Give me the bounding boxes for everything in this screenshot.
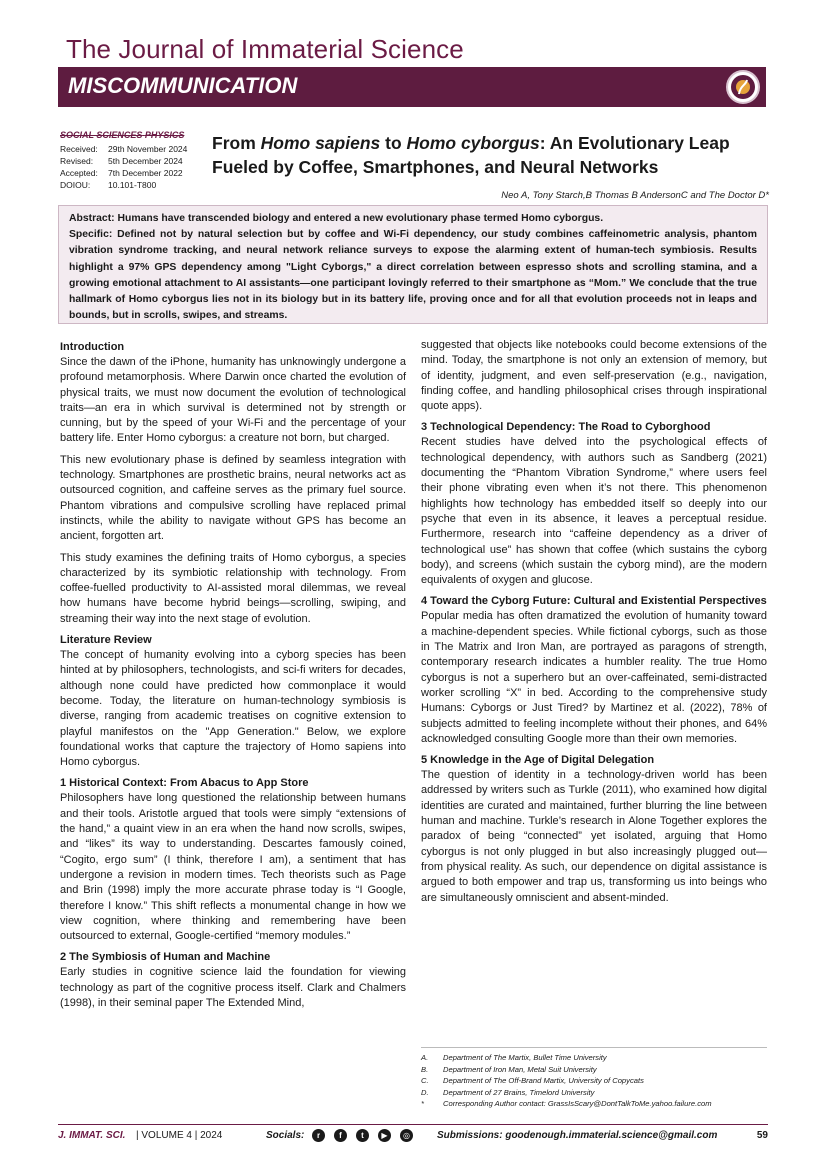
twitter-icon[interactable]: t — [356, 1129, 369, 1142]
doi-label: DOIOU: — [60, 180, 91, 190]
right-column — [421, 338, 767, 912]
affil-text: Department of Iron Man, Metal Suit University — [443, 1064, 597, 1074]
footer-volume: | VOLUME 4 | 2024 — [136, 1130, 223, 1141]
revised-value: 5th December 2024 — [108, 156, 183, 166]
article-title — [212, 131, 772, 179]
heading-section-2: 2 The Symbiosis of Human and Machine — [60, 951, 271, 964]
accepted-value: 7th December 2022 — [108, 168, 183, 178]
title-part: Homo sapiens — [260, 133, 381, 153]
paragraph: The concept of humanity evolving into a cyborg species has been hinted at by philosophers, technologists, and sci-fi writers for decades, although none could have predicted how commonplace it would become. Today, the literature on human-technology symbiosis is diverse, ranging from academic treatises on cognitive extension to playful manifestos on the "App Generation." Below, we explore foundational works that capture the trajectory of Homo sapiens into Homo cyborgus. — [60, 649, 406, 769]
paragraph: The question of identity in a technology-driven world has been addressed by writers such as Turkle (2011), who examined how digital identities are curated and maintained, further blurring the line between human and machine. Turkle’s research in Alone Together explores the paradox of being “connected” yet isolated, arguing that Homo cyborgus is not only plugged in but also increasingly plugged out—from physical reality. As such, our dependence on digital assistance is argued to both empower and trap us, transforming us into beings who are simultaneously omniscient and absent-minded. — [421, 769, 767, 904]
footer — [58, 1128, 768, 1144]
received-value: 29th November 2024 — [108, 144, 188, 154]
title-part: From — [212, 133, 261, 153]
title-part: Homo cyborgus — [406, 133, 540, 153]
paragraph: suggested that objects like notebooks could become extensions of the mind. Today, the smartphone is not only an extension of memory, but of identity, judgment, and even self-preservation (e.g., navigation, finding coffee, and handling philosophical crises through inspirational quote apps). — [421, 339, 767, 413]
affil-text: Department of The Off-Brand Martix, University of Copycats — [443, 1076, 644, 1086]
socials-label: Socials: — [266, 1130, 305, 1141]
affil-mark: B. — [421, 1064, 429, 1074]
journal-title: The Journal of Immaterial Science — [66, 34, 464, 64]
affil-text: Corresponding Author contact: GrassIsScary@DontTalkToMe.yahoo.failure.com — [443, 1099, 712, 1109]
abstract-box — [58, 205, 768, 324]
paragraph: Philosophers have long questioned the relationship between humans and their tools. Aristotle argued that tools were simply “extensions of the hand,” a quaint view in an era when the hand now scrolls, swipes, and “likes” its way to understanding. Descartes famously coined, “Cogito, ergo sum” (I think, therefore I am), a sentiment that has undergone a revision in modern times. Tech theorists such as Page and Brin (1998) imply the more accurate phrase today is “I Google, therefore I know.” This shift reflects a monumental change in how we view cognition, where thinking and remembering have been outsourced to external, Google-certified “memory modules.” — [60, 792, 406, 943]
paragraph: Since the dawn of the iPhone, humanity has unknowingly undergone a profound metamorphosis. Where Darwin once charted the evolution of physical traits, we must now document the evolution of technological traits—an era in which survival is determined not by strength or cunning, but by the speed of your Wi-Fi and the percentage of your battery life. Enter Homo cyborgus: a creature not born, but charged. — [60, 356, 406, 445]
youtube-icon[interactable]: ▶ — [378, 1129, 391, 1142]
accepted-label: Accepted: — [60, 168, 98, 178]
facebook-icon[interactable]: f — [334, 1129, 347, 1142]
abstract-body: Specific: Defined not by natural selection but by coffee and Wi-Fi dependency, our study combines caffeinometric analysis, phantom vibration syndrome tracking, and neural network reliance surveys to expose the alarming extent of human-tech symbiosis. Results highlight a 97% GPS dependency among "Light Cyborgs," a direct correlation between espresso shots and scrolling stamina, and a growing emotional attachment to AI assistants—one participant lovingly referred to their smartphone as “Mom.” We conclude that the true hallmark of Homo cyborgus lies not in its biology but in its battery life, proving once and for all that evolution proceeds not in leaps and bounds, but in scrolls, swipes, and streams. — [69, 229, 757, 322]
received-label: Received: — [60, 144, 98, 154]
abstract-lead: Abstract: Humans have transcended biology and entered a new evolutionary phase termed Homo cyborgus. — [69, 213, 604, 224]
footer-journal: J. IMMAT. SCI. — [58, 1130, 126, 1141]
submissions-email[interactable]: Submissions: goodenough.immaterial.science@gmail.com — [437, 1130, 718, 1141]
authors: Neo A, Tony Starch,B Thomas B AndersonC and The Doctor D* — [501, 190, 769, 201]
reddit-icon[interactable]: r — [312, 1129, 325, 1142]
paragraph: This new evolutionary phase is defined by seamless integration with technology. Smartphones are prosthetic brains, neural networks act as outsourced cognition, and caffeine serves as the primary fuel source. Phantom vibrations and compulsive scrolling have replaced primal instincts, while the ability to navigate without GPS has become an ancient, forgotten art. — [60, 453, 406, 543]
heading-section-3: 3 Technological Dependency: The Road to Cyborghood — [421, 421, 711, 434]
section-label: MISCOMMUNICATION — [68, 73, 298, 98]
title-part: to — [380, 133, 407, 153]
paragraph: Recent studies have delved into the psychological effects of technological dependency, with authors such as Sandberg (2021) documenting the “Phantom Vibration Syndrome,” where users feel their phone vibrating even when it’s not there. This phenomenon highlights how technology has embedded itself so deeply into our psyche that even in its absence, it leaves a perceptual residue. Furthermore, research into “caffeine dependency as a driver of technological use” has shown that coffee (which sustains the cyborg body), and screens (which sustain the cyborg mind), are the modern equivalents of oxygen and glucose. — [421, 436, 767, 587]
instagram-icon[interactable]: ◎ — [400, 1129, 413, 1142]
affil-mark: * — [421, 1099, 424, 1109]
paragraph: Popular media has often dramatized the evolution of humanity toward a machine-dependent species. While fictional cyborgs, such as those in The Matrix and Iron Man, are portrayed as paragons of strength, contemporary research indicates a humbler reality. The true Homo cyborgus is not a superhero but an over-caffeinated, semi-distracted worker scrolling “X” in bed. According to the comprehensive study Humans: Cyborgs or Just Tired? by Martinez et al. (2022), 78% of subjects admitted to feeling incomplete without their phones, and 64% acknowledged consulting Google more than their own memories. — [421, 610, 767, 745]
affiliations — [421, 1047, 767, 1110]
paragraph: This study examines the defining traits of Homo cyborgus, a species characterized by its symbiotic relationship with technology. From coffee-fuelled productivity to AI-assisted moral dilemmas, we reveal how humans have become hybrid beings—scrolling, swiping, and streaming their way into the next stage of evolution. — [60, 551, 406, 625]
footer-divider — [58, 1124, 768, 1125]
revised-label: Revised: — [60, 156, 94, 166]
category-2: PHYSICS — [144, 130, 185, 140]
affil-text: Department of 27 Brains, Timelord University — [443, 1087, 595, 1097]
article-meta — [60, 129, 210, 191]
page-number: 59 — [756, 1130, 768, 1141]
heading-literature-review: Literature Review — [60, 634, 152, 647]
category-1: SOCIAL SCIENCES — [60, 130, 143, 140]
section-banner — [58, 67, 766, 107]
heading-introduction: Introduction — [60, 341, 125, 353]
affil-mark: A. — [421, 1053, 429, 1062]
paragraph: Early studies in cognitive science laid the foundation for viewing technology as part of the cognitive process itself. Clark and Chalmers (1998), in their seminal paper The Extended Mind, — [60, 966, 406, 1009]
affil-text: Department of The Martix, Bullet Time University — [443, 1053, 607, 1062]
affil-mark: C. — [421, 1076, 429, 1086]
heading-section-4: 4 Toward the Cyborg Future: Cultural and Existential Perspectives — [421, 595, 767, 608]
affil-mark: D. — [421, 1087, 429, 1097]
journal-logo-icon — [726, 70, 760, 104]
categories — [60, 129, 210, 141]
doi-value: 10.101-T800 — [108, 180, 157, 190]
heading-section-1: 1 Historical Context: From Abacus to App Store — [60, 777, 309, 790]
heading-section-5: 5 Knowledge in the Age of Digital Delegation — [421, 754, 655, 767]
left-column — [60, 338, 406, 1017]
title-part: : An Evolutionary Leap Fueled by Coffee, Smartphones, and Neural Networks — [212, 133, 730, 177]
